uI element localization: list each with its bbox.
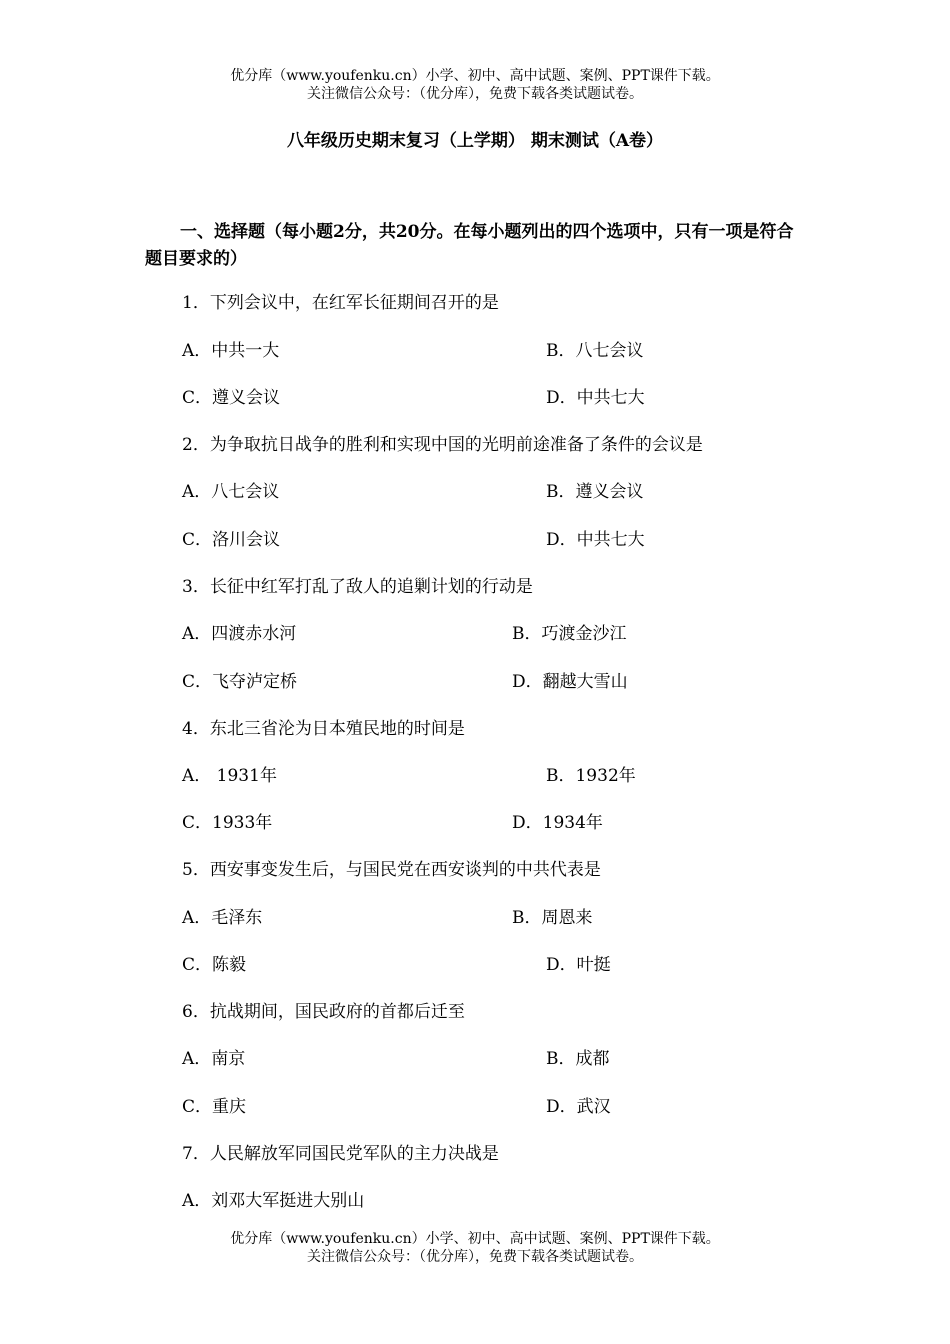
option-d: D．翻越大雪山 — [512, 672, 628, 692]
option-c: C．遵义会议 — [182, 388, 281, 408]
option-a: A．中共一大 — [182, 341, 280, 361]
question-stem: 7．人民解放军同国民党军队的主力决战是 — [182, 1144, 499, 1164]
option-a: A．四渡赤水河 — [182, 624, 297, 644]
page-footer-line-2: 关注微信公众号：（优分库），免费下载各类试题试卷。 — [307, 1249, 643, 1265]
option-a: A．南京 — [182, 1049, 246, 1069]
page-title: 八年级历史期末复习（上学期） 期末测试（A卷） — [286, 131, 664, 151]
option-c: C．重庆 — [182, 1097, 247, 1117]
option-d: D．武汉 — [546, 1097, 611, 1117]
option-b: B．八七会议 — [546, 341, 644, 361]
option-c: C．洛川会议 — [182, 530, 281, 550]
option-a: A．八七会议 — [182, 482, 280, 502]
page-footer-line-1: 优分库（www.youfenku.cn）小学、初中、高中试题、案例、PPT课件下载。 — [230, 1231, 720, 1247]
option-d: D．中共七大 — [546, 530, 645, 550]
option-b: B．成都 — [546, 1049, 610, 1069]
question-stem: 2．为争取抗日战争的胜利和实现中国的光明前途准备了条件的会议是 — [182, 435, 703, 455]
page-header-line-2: 关注微信公众号：（优分库），免费下载各类试题试卷。 — [307, 86, 643, 102]
option-a: A．毛泽东 — [182, 908, 263, 928]
option-c: C．陈毅 — [182, 955, 247, 975]
page-header-line-1: 优分库（www.youfenku.cn）小学、初中、高中试题、案例、PPT课件下载。 — [230, 68, 720, 84]
option-b: B．遵义会议 — [546, 482, 644, 502]
option-a: A．刘邓大军挺进大别山 — [182, 1191, 365, 1211]
option-b: B．周恩来 — [512, 908, 593, 928]
option-c: C．飞夺泸定桥 — [182, 672, 298, 692]
option-c: C．1933年 — [182, 813, 273, 833]
question-stem: 3．长征中红军打乱了敌人的追剿计划的行动是 — [182, 577, 533, 597]
option-a: A． 1931年 — [182, 766, 277, 786]
question-stem: 6．抗战期间，国民政府的首都后迁至 — [182, 1002, 465, 1022]
question-stem: 4．东北三省沦为日本殖民地的时间是 — [182, 719, 465, 739]
option-d: D．叶挺 — [546, 955, 611, 975]
option-d: D．中共七大 — [546, 388, 645, 408]
question-stem: 5．西安事变发生后，与国民党在西安谈判的中共代表是 — [182, 860, 601, 880]
section-heading: 一、选择题（每小题2分，共20分。在每小题列出的四个选项中，只有一项是符合题目要求的） — [145, 222, 794, 269]
option-b: B．1932年 — [546, 766, 636, 786]
option-d: D．1934年 — [512, 813, 603, 833]
question-stem: 1．下列会议中，在红军长征期间召开的是 — [182, 293, 499, 313]
option-b: B．巧渡金沙江 — [512, 624, 627, 644]
